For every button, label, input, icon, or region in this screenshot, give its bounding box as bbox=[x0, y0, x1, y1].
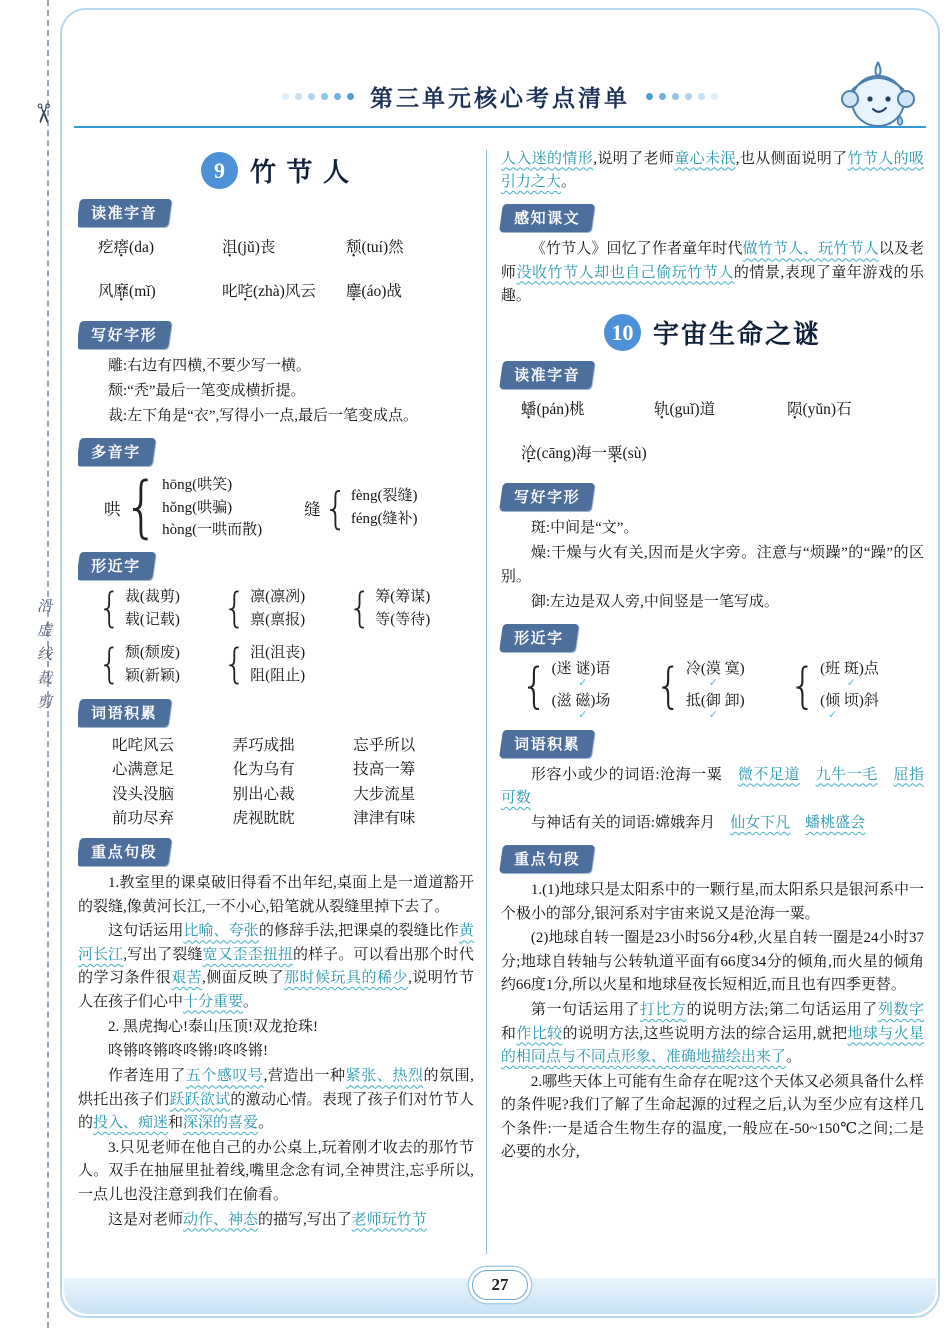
highlighted-phrase: 列数字 bbox=[877, 1002, 924, 1019]
similar-characters-list bbox=[375, 586, 430, 633]
section-label bbox=[499, 730, 595, 758]
brace-glyph: { bbox=[348, 584, 372, 632]
section-label bbox=[499, 361, 595, 389]
section-label bbox=[78, 199, 172, 227]
similar-characters-group bbox=[223, 642, 348, 689]
pinyin-dot-char: 粟 bbox=[607, 445, 623, 463]
highlighted-phrase: 九牛一毛 bbox=[815, 766, 878, 783]
section-label bbox=[78, 438, 155, 466]
pronunciation-item: hǒng(哄骗) bbox=[162, 499, 233, 516]
pinyin-term bbox=[787, 397, 920, 419]
pinyin-dot-char: 靡 bbox=[113, 283, 130, 300]
checked-char: 倾 ✓ bbox=[825, 693, 840, 709]
text-segment: (pán)桃 bbox=[536, 401, 585, 419]
section-label bbox=[78, 321, 172, 349]
text-segment: 沮(沮丧) bbox=[250, 645, 306, 662]
lesson-title: 竹 节 人 bbox=[249, 158, 351, 187]
pinyin-dot-char: 轨 bbox=[653, 401, 670, 419]
similar-characters-list bbox=[552, 658, 611, 714]
water-drop-mascot-icon bbox=[836, 50, 920, 143]
similar-characters-item bbox=[125, 665, 180, 688]
text-segment: 载(记载) bbox=[124, 611, 180, 628]
text-segment: 叱 bbox=[221, 283, 238, 300]
highlighted-phrase: 五个感叹号 bbox=[185, 1068, 264, 1085]
text-segment: 雕:右边有四横,不要少写一横。 bbox=[108, 358, 311, 374]
word-row bbox=[112, 733, 474, 755]
text-segment: 的说明方法;第二句话运用了 bbox=[686, 1002, 878, 1019]
word-item: 前功尽弃 bbox=[112, 810, 175, 828]
highlighted-phrase: 打比方 bbox=[639, 1002, 687, 1019]
highlighted-phrase: 投入、痴迷 bbox=[93, 1115, 169, 1132]
text-segment bbox=[878, 767, 894, 783]
polyphonic-row bbox=[78, 468, 474, 547]
similar-characters-list bbox=[250, 642, 305, 689]
text-segment: (guǐ)道 bbox=[669, 401, 716, 419]
text-segment: 等(等待) bbox=[375, 611, 431, 628]
pinyin-term bbox=[521, 397, 654, 419]
similar-characters-list bbox=[250, 586, 305, 633]
text-segment: (迷 bbox=[551, 661, 576, 678]
right-column bbox=[487, 146, 924, 1268]
pinyin-term bbox=[98, 279, 222, 301]
pronunciation-item: féng(缝补) bbox=[350, 510, 418, 527]
text-segment: 和 bbox=[500, 1025, 517, 1042]
highlighted-phrase: 黄河长江 bbox=[78, 923, 474, 963]
text-segment: 2.哪些天体上可能有生命存在呢?这个天体又必须具备什么样的条件呢?我们了解了生命起源的过程之后,认为至少应有这样几个条件:一是适合生物生存的温度,一般应在-50~150℃之间;二是必要的水分, bbox=[500, 1073, 924, 1160]
checked-char: 御 ✓ bbox=[706, 693, 721, 709]
similar-characters-row bbox=[501, 658, 924, 714]
text-segment: ,也从侧面说明了 bbox=[735, 150, 848, 167]
decorative-dots-right bbox=[646, 93, 718, 100]
paragraph bbox=[78, 405, 474, 428]
text-segment: 颖(新颖) bbox=[124, 668, 180, 685]
similar-characters-item bbox=[375, 609, 430, 632]
text-segment: ,说明竹节人在孩子们心中 bbox=[78, 970, 474, 1010]
section-label-text: 重点句段 bbox=[513, 851, 581, 869]
similar-characters-item bbox=[552, 658, 611, 681]
text-segment: (áo)战 bbox=[361, 283, 402, 300]
similar-characters-list bbox=[820, 658, 879, 714]
text-segment: 风 bbox=[98, 283, 114, 300]
paragraph bbox=[501, 238, 924, 308]
pinyin-dot-char: 颓 bbox=[345, 239, 362, 256]
polyphonic-character: 哄 bbox=[104, 499, 121, 519]
word-item: 叱咤风云 bbox=[112, 736, 175, 754]
header-title-row bbox=[62, 80, 938, 113]
section-label-text: 词语积累 bbox=[91, 704, 158, 722]
similar-characters-group bbox=[98, 642, 223, 689]
similar-characters-list bbox=[686, 658, 745, 714]
highlighted-phrase: 仙女下凡 bbox=[730, 814, 791, 831]
paragraph bbox=[501, 879, 924, 926]
highlighted-phrase: 紧张、热烈 bbox=[345, 1068, 424, 1085]
lesson-number-badge: 9 bbox=[201, 152, 238, 189]
text-segment: 卸) bbox=[720, 693, 745, 710]
paragraph bbox=[501, 591, 924, 614]
text-segment: 《竹节人》回忆了作者童年时代 bbox=[530, 241, 743, 258]
text-segment: 裁:左下角是“衣”,写得小一点,最后一笔变成点。 bbox=[108, 407, 418, 424]
text-segment: ,说明了老师 bbox=[593, 150, 675, 167]
text-segment: 的修辞手法,把课桌的裂缝比作 bbox=[258, 923, 459, 940]
section-label-text: 感知课文 bbox=[513, 210, 581, 228]
page-title: 第三单元核心考点清单 bbox=[370, 86, 630, 111]
section-label-text: 词语积累 bbox=[513, 735, 581, 753]
text-segment: )点 bbox=[858, 661, 879, 678]
paragraph bbox=[501, 517, 924, 540]
section-label-row bbox=[501, 483, 924, 511]
pinyin-dot-char: 沮 bbox=[221, 239, 238, 256]
text-segment: 的激动心情。表现了孩子们对竹节人的 bbox=[78, 1091, 474, 1132]
text-segment: 寞) bbox=[720, 661, 745, 678]
word-item: 心满意足 bbox=[112, 761, 175, 779]
highlighted-phrase: 宽又歪歪扭扭 bbox=[202, 946, 293, 963]
similar-characters-item bbox=[125, 642, 180, 665]
text-segment: (sù) bbox=[622, 445, 647, 463]
cut-guide-label: 沿虚线裁剪 bbox=[35, 598, 51, 718]
highlighted-phrase: 竹节人的吸引力之大 bbox=[500, 150, 924, 190]
pronunciation-list bbox=[162, 474, 262, 542]
text-segment: (da) bbox=[129, 239, 154, 256]
text-segment: 抵( bbox=[685, 693, 706, 710]
word-item: 忘乎所以 bbox=[353, 736, 416, 754]
left-column bbox=[78, 146, 486, 1268]
highlighted-phrase: 老师玩竹节 bbox=[351, 1211, 427, 1228]
similar-characters-group bbox=[655, 658, 789, 714]
section-label-text: 重点句段 bbox=[91, 844, 158, 862]
page-frame bbox=[60, 8, 940, 1318]
highlighted-phrase: 跃跃欲试 bbox=[169, 1091, 231, 1108]
word-item: 津津有味 bbox=[353, 810, 416, 828]
text-segment: 燥:干燥与火有关,因而是火字旁。注意与“烦躁”的“躁”的区别。 bbox=[500, 545, 924, 585]
text-segment: (滋 bbox=[551, 693, 576, 710]
checked-char: 谜 ✓ bbox=[575, 661, 590, 677]
similar-characters-item bbox=[250, 586, 305, 609]
brace-glyph: { bbox=[98, 641, 121, 689]
highlighted-phrase: 屈指可数 bbox=[500, 766, 924, 806]
text-segment: 这句话运用 bbox=[108, 923, 184, 940]
text-segment: 筹(筹谋) bbox=[375, 588, 431, 605]
section-label-row bbox=[78, 699, 474, 727]
text-segment: 的说明方法,这些说明方法的综合运用,就把 bbox=[562, 1025, 848, 1042]
text-segment: 作者连用了 bbox=[108, 1068, 186, 1085]
text-segment: (班 bbox=[820, 661, 844, 678]
section-label-text: 形近字 bbox=[91, 557, 141, 575]
text-segment: 3.只见老师在他自己的办公桌上,玩着刚才收去的那竹节人。双手在抽屉里扯着线,嘴里念念有词,全神贯注,忘乎所以,一点儿也没注意到我们在偷看。 bbox=[78, 1139, 474, 1203]
section-label bbox=[499, 845, 595, 873]
text-segment: ,营造出一种 bbox=[263, 1068, 346, 1085]
paragraph bbox=[78, 1016, 474, 1039]
text-segment: 的描写,写出了 bbox=[258, 1211, 352, 1228]
section-label-row bbox=[78, 321, 474, 349]
text-segment: (yǔn)石 bbox=[802, 401, 852, 419]
text-segment: (tuí)然 bbox=[361, 239, 404, 256]
pinyin-term bbox=[346, 235, 470, 257]
text-segment: 。 bbox=[258, 1115, 274, 1132]
text-segment: ( bbox=[820, 693, 826, 710]
word-row bbox=[112, 757, 474, 779]
paragraph bbox=[78, 380, 474, 403]
lesson-title: 宇宙生命之谜 bbox=[652, 320, 821, 350]
pinyin-terms-row bbox=[501, 439, 924, 471]
brace-glyph: { bbox=[789, 657, 817, 714]
pronunciation-list bbox=[351, 485, 418, 530]
checked-char: 斑 ✓ bbox=[844, 661, 859, 677]
pinyin-dot-char: 陨 bbox=[786, 401, 803, 419]
section-label bbox=[78, 838, 172, 866]
similar-characters-item bbox=[686, 658, 745, 681]
text-segment: 1.教室里的课桌破旧得看不出年纪,桌面上是一道道豁开的裂缝,像黄河长江,一不小心,铅笔就从裂缝里掉下去了。 bbox=[78, 875, 474, 915]
section-label bbox=[78, 699, 172, 727]
lesson-heading bbox=[78, 152, 474, 189]
section-label bbox=[499, 624, 578, 652]
section-label-row bbox=[501, 845, 924, 873]
checked-char: 磁 ✓ bbox=[575, 693, 590, 709]
similar-characters-list bbox=[125, 586, 180, 633]
highlighted-phrase: 蟠桃盛会 bbox=[805, 814, 866, 831]
brace-glyph: { bbox=[323, 482, 348, 534]
similar-characters-item bbox=[250, 642, 305, 665]
text-segment: (jǔ)丧 bbox=[237, 239, 276, 256]
section-label-row bbox=[501, 624, 924, 652]
text-segment: 颓(颓废) bbox=[124, 645, 180, 662]
section-label-text: 读准字音 bbox=[91, 205, 158, 222]
text-segment: 斑:中间是“文”。 bbox=[530, 520, 639, 537]
polyphonic-group bbox=[304, 482, 418, 534]
paragraph bbox=[501, 812, 924, 835]
section-label-row bbox=[501, 361, 924, 389]
text-segment bbox=[790, 815, 805, 831]
similar-characters-item bbox=[125, 586, 180, 609]
pinyin-term bbox=[98, 235, 222, 257]
section-label-row bbox=[78, 552, 474, 580]
highlighted-phrase: 比喻、夸张 bbox=[183, 923, 259, 940]
paragraph bbox=[501, 1071, 924, 1165]
text-segment: 冷( bbox=[685, 661, 706, 678]
page-number-badge: 27 bbox=[472, 1270, 528, 1300]
text-segment: 1.(1)地球只是太阳系中的一颗行星,而太阳系只是银河系中一个极小的部分,银河系对宇宙来说又是沧海一粟。 bbox=[500, 882, 924, 922]
similar-characters-group bbox=[521, 658, 655, 714]
brace-glyph: { bbox=[223, 584, 247, 632]
decorative-dots-left bbox=[282, 93, 354, 100]
text-segment: 2. 黑虎掏心!泰山压顶!双龙抢珠! bbox=[108, 1018, 318, 1035]
similar-characters-group bbox=[789, 658, 923, 714]
section-label-text: 多音字 bbox=[91, 444, 141, 462]
section-label bbox=[499, 204, 595, 232]
similar-characters-group bbox=[98, 586, 223, 633]
word-item: 没头没脑 bbox=[112, 785, 175, 803]
pinyin-dot-char: 瘩 bbox=[113, 239, 130, 256]
text-segment: 顷)斜 bbox=[840, 693, 879, 710]
similar-characters-list bbox=[125, 642, 180, 689]
page-header bbox=[62, 10, 938, 138]
text-segment: 咚锵咚锵咚咚锵!咚咚锵! bbox=[108, 1043, 268, 1060]
pinyin-terms-row bbox=[501, 395, 924, 427]
highlighted-phrase: 深深的喜爱 bbox=[183, 1115, 259, 1132]
similar-characters-item bbox=[820, 658, 879, 681]
highlighted-phrase: 艰苦 bbox=[171, 970, 203, 987]
similar-characters-item bbox=[125, 609, 180, 632]
paragraph bbox=[78, 1040, 474, 1063]
brace-glyph: { bbox=[520, 657, 548, 714]
section-label-row bbox=[78, 438, 474, 466]
text-segment: 。 bbox=[243, 993, 259, 1010]
text-segment: (zhà)风云 bbox=[253, 283, 316, 300]
text-segment: 和 bbox=[168, 1115, 184, 1132]
similar-characters-row bbox=[78, 586, 474, 633]
word-row bbox=[112, 806, 474, 828]
content-columns bbox=[62, 140, 938, 1268]
highlighted-phrase: 作比较 bbox=[516, 1025, 563, 1042]
brace-glyph: { bbox=[123, 468, 160, 547]
text-segment: (mǐ) bbox=[129, 283, 156, 300]
paragraph bbox=[501, 148, 924, 195]
similar-characters-group bbox=[223, 586, 348, 633]
word-item: 虎视眈眈 bbox=[232, 810, 295, 828]
text-segment: 第一句话运用了 bbox=[530, 1002, 640, 1019]
highlighted-phrase: 微不足道 bbox=[737, 766, 801, 783]
pinyin-term bbox=[222, 235, 346, 257]
section-label-text: 写好字形 bbox=[513, 489, 581, 507]
header-divider bbox=[74, 126, 926, 128]
text-segment: ,侧面反映了 bbox=[202, 970, 284, 987]
word-list bbox=[78, 733, 474, 829]
similar-characters-item bbox=[686, 690, 745, 713]
paragraph bbox=[78, 920, 474, 1014]
pinyin-term bbox=[346, 279, 470, 301]
word-item: 弄巧成拙 bbox=[232, 736, 295, 754]
paragraph bbox=[501, 999, 924, 1069]
word-item: 化为乌有 bbox=[232, 761, 295, 779]
highlighted-phrase: 地球与火星的相同点与不同点形象、准确地描绘出来了 bbox=[500, 1025, 924, 1065]
text-segment: 这是对老师 bbox=[108, 1211, 184, 1228]
text-segment bbox=[800, 767, 816, 783]
text-segment: 疙 bbox=[98, 239, 114, 256]
text-segment: 禀(禀报) bbox=[250, 611, 306, 628]
word-item: 别出心裁 bbox=[232, 785, 295, 803]
text-segment: 裁(裁剪) bbox=[124, 588, 180, 605]
text-segment: 。 bbox=[785, 1048, 801, 1065]
text-segment: 阻(阻止) bbox=[250, 668, 306, 685]
checked-char: 漠 ✓ bbox=[706, 661, 721, 677]
brace-glyph: { bbox=[655, 657, 682, 714]
section-label-row bbox=[501, 204, 924, 232]
text-segment: 形容小或少的词语:沧海一粟 bbox=[530, 766, 738, 783]
word-item: 大步流星 bbox=[353, 785, 416, 803]
text-segment: 的氛围,烘托出孩子们 bbox=[78, 1068, 474, 1108]
highlighted-phrase: 没收竹节人却也自己偷玩竹节人 bbox=[516, 264, 734, 281]
text-segment: 。 bbox=[560, 173, 576, 190]
pinyin-terms-row bbox=[78, 233, 474, 265]
similar-characters-group bbox=[348, 586, 473, 633]
scissors-icon: ✂ bbox=[27, 102, 58, 125]
paragraph bbox=[501, 927, 924, 997]
section-label-text: 形近字 bbox=[513, 630, 564, 648]
pronunciation-item: hòng(一哄而散) bbox=[162, 522, 263, 539]
text-segment: 的样子。可以看出那个时代的学习条件很 bbox=[78, 946, 474, 987]
lesson-heading bbox=[501, 314, 924, 351]
paragraph bbox=[78, 1065, 474, 1135]
text-segment: 颓:“秃”最后一笔变成横折提。 bbox=[108, 382, 306, 399]
brace-glyph: { bbox=[98, 584, 121, 632]
text-segment: 与神话有关的词语:嫦娥奔月 bbox=[530, 814, 731, 831]
section-label-text: 写好字形 bbox=[91, 327, 158, 344]
paragraph bbox=[78, 1209, 474, 1232]
text-segment: (cāng)海一 bbox=[536, 445, 608, 463]
similar-characters-row bbox=[78, 642, 474, 689]
polyphonic-character: 缝 bbox=[304, 499, 321, 519]
highlighted-phrase: 人入迷的情形 bbox=[500, 150, 594, 167]
section-label-row bbox=[78, 838, 474, 866]
lesson-number-badge: 10 bbox=[604, 314, 641, 351]
paragraph bbox=[501, 764, 924, 811]
highlighted-phrase: 动作、神态 bbox=[183, 1211, 259, 1228]
text-segment: 的情景,表现了童年游戏的乐趣。 bbox=[500, 264, 924, 305]
pinyin-term bbox=[222, 279, 346, 301]
highlighted-phrase: 做竹节人、玩竹节人 bbox=[742, 241, 879, 258]
word-item: 技高一筹 bbox=[353, 761, 416, 779]
paragraph bbox=[501, 542, 924, 589]
highlighted-phrase: 童心未泯 bbox=[674, 150, 736, 167]
pinyin-dot-char: 蟠 bbox=[520, 401, 537, 419]
section-label bbox=[499, 483, 595, 511]
text-segment: ,写出了裂缝 bbox=[123, 946, 203, 963]
similar-characters-item bbox=[820, 690, 879, 713]
section-label bbox=[78, 552, 155, 580]
text-segment: 御:左边是双人旁,中间竖是一笔写成。 bbox=[530, 593, 779, 610]
section-label-text: 读准字音 bbox=[513, 367, 581, 385]
similar-characters-item bbox=[552, 690, 611, 713]
text-segment: )场 bbox=[590, 693, 611, 710]
text-segment: (2)地球自转一圈是23小时56分4秒,火星自转一圈是24小时37分;地球自转轴与公转轨道平面有66度34分的倾角,而火星的倾角约66度1分,所以火星和地球昼夜长短相近,而且也有四季更替。 bbox=[500, 930, 924, 994]
paragraph bbox=[78, 355, 474, 378]
similar-characters-item bbox=[250, 665, 305, 688]
highlighted-phrase: 十分重要 bbox=[183, 993, 244, 1010]
pinyin-dot-char: 鏖 bbox=[345, 283, 362, 300]
pinyin-term bbox=[654, 397, 787, 419]
section-label-row bbox=[78, 199, 474, 227]
brace-glyph: { bbox=[223, 641, 247, 689]
pinyin-term bbox=[521, 441, 920, 463]
pinyin-dot-char: 沧 bbox=[520, 445, 537, 463]
section-label-row bbox=[501, 730, 924, 758]
similar-characters-item bbox=[250, 609, 305, 632]
similar-characters-item bbox=[375, 586, 430, 609]
paragraph bbox=[78, 872, 474, 919]
word-row bbox=[112, 782, 474, 804]
text-segment: )语 bbox=[590, 661, 611, 678]
pinyin-dot-char: 咤 bbox=[237, 283, 253, 300]
polyphonic-group bbox=[104, 468, 263, 547]
pronunciation-item: fèng(裂缝) bbox=[350, 488, 418, 505]
text-segment: 凛(凛冽) bbox=[250, 588, 306, 605]
pinyin-terms-row bbox=[78, 277, 474, 309]
text-segment: 以及老师 bbox=[500, 241, 924, 281]
pronunciation-item: hōng(哄笑) bbox=[162, 477, 233, 494]
highlighted-phrase: 那时候玩具的稀少 bbox=[283, 970, 409, 987]
paragraph bbox=[78, 1137, 474, 1207]
